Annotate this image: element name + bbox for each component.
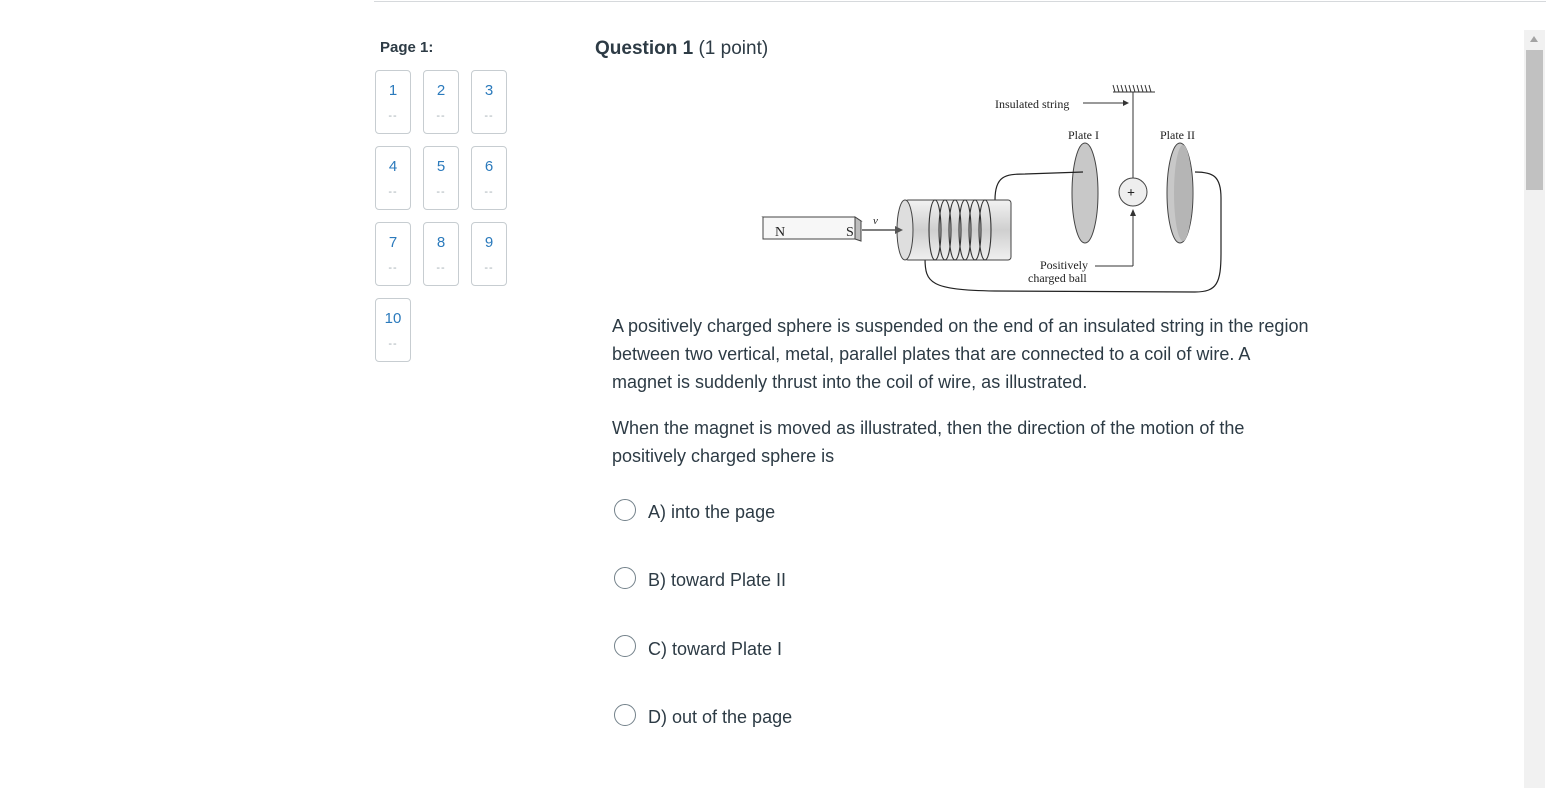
plate-2-label: Plate II [1160, 128, 1195, 142]
question-nav-number: 3 [484, 82, 494, 99]
question-nav-9[interactable] [471, 222, 507, 286]
magnet-north: N [775, 225, 786, 240]
question-nav-number: 1 [388, 82, 398, 99]
question-nav-number: 6 [484, 158, 494, 175]
question-paragraph-1: A positively charged sphere is suspended on the end of an insulated string in the region between two vertical, metal, parallel plates that are connected to a coil of wire. A magnet is suddenly thrust into the coil of wire, as illustrated. [612, 316, 1309, 392]
insulated-string-label: Insulated string [995, 97, 1070, 111]
question-nav-8[interactable] [423, 222, 459, 286]
magnet-south: S [846, 225, 854, 240]
question-nav-3[interactable] [471, 70, 507, 134]
option-c-radio[interactable] [614, 635, 636, 657]
question-nav-number: 5 [436, 158, 446, 175]
option-b-label[interactable]: B) toward Plate II [648, 570, 787, 590]
question-nav-status: -- [388, 262, 398, 274]
vertical-scrollbar[interactable] [1524, 30, 1545, 788]
question-nav-number: 10 [384, 310, 402, 327]
plate-1-label: Plate I [1068, 128, 1099, 142]
question-nav-status: -- [484, 262, 494, 274]
ball-label-line-1: Positively [1040, 258, 1089, 272]
coil-body [905, 200, 1011, 260]
question-nav-4[interactable] [375, 146, 411, 210]
question-nav-status: -- [484, 110, 494, 122]
scroll-thumb[interactable] [1526, 50, 1543, 190]
wire-to-plate-1 [995, 172, 1083, 200]
question-header [595, 38, 768, 60]
option-a-radio[interactable] [614, 499, 636, 521]
question-nav-number: 8 [436, 234, 446, 251]
plate-1 [1072, 143, 1098, 243]
top-divider [374, 1, 1546, 2]
ball-label-line-2: charged ball [1028, 271, 1087, 285]
charge-sign: + [1127, 186, 1135, 201]
velocity-label: v [873, 215, 878, 227]
physics-diagram [755, 78, 1235, 300]
ceiling-hatch [1113, 85, 1155, 92]
option-c-label[interactable]: C) toward Plate I [648, 639, 783, 659]
question-nav-number: 9 [484, 234, 494, 251]
question-nav-status: -- [388, 186, 398, 198]
question-nav-status: -- [436, 110, 446, 122]
question-nav-6[interactable] [471, 146, 507, 210]
option-b-radio[interactable] [614, 567, 636, 589]
question-nav-1[interactable] [375, 70, 411, 134]
page-label: Page 1: [380, 39, 434, 56]
question-nav-10[interactable] [375, 298, 411, 362]
question-nav-number: 7 [388, 234, 398, 251]
question-nav-status: -- [484, 186, 494, 198]
question-nav-status: -- [436, 186, 446, 198]
question-nav-5[interactable] [423, 146, 459, 210]
question-nav-status: -- [388, 110, 398, 122]
scroll-up-icon[interactable] [1530, 36, 1538, 42]
question-nav-7[interactable] [375, 222, 411, 286]
option-d-radio[interactable] [614, 704, 636, 726]
question-nav-2[interactable] [423, 70, 459, 134]
question-nav-status: -- [436, 262, 446, 274]
plate-2-shade [1174, 145, 1192, 241]
question-points: (1 point) [698, 38, 769, 59]
question-title: Question 1 [595, 38, 694, 59]
string-pointer-head [1123, 100, 1129, 106]
magnet-side [855, 217, 861, 241]
ball-pointer-head [1130, 209, 1136, 216]
question-nav-number: 2 [436, 82, 446, 99]
option-a-label[interactable]: A) into the page [648, 502, 776, 522]
option-d-label[interactable]: D) out of the page [648, 707, 793, 727]
question-paragraph-2: When the magnet is moved as illustrated, then the direction of the motion of the positively charged sphere is [612, 418, 1245, 466]
question-nav-number: 4 [388, 158, 398, 175]
question-nav-status: -- [388, 338, 398, 350]
